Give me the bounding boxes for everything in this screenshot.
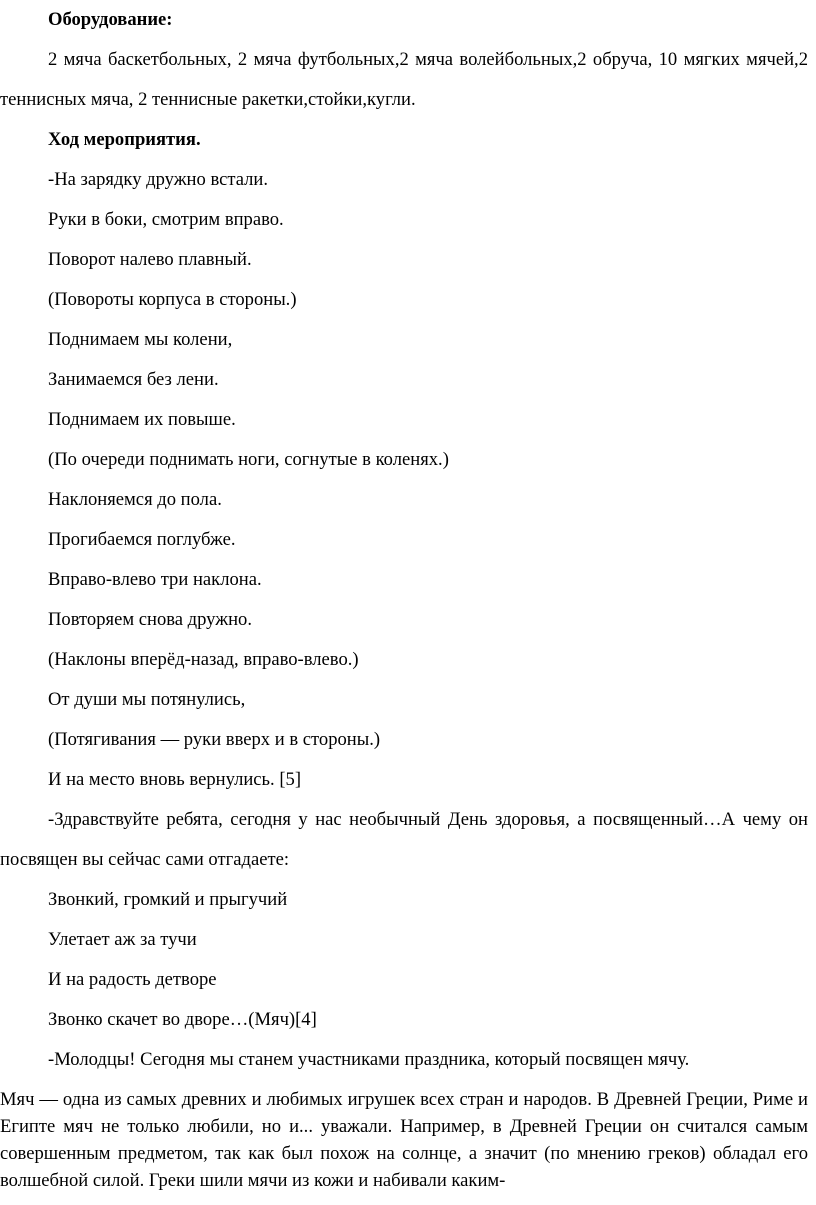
text-line: Звонко скачет во дворе…(Мяч)[4] [48, 1009, 317, 1030]
text-line: Звонкий, громкий и прыгучий [48, 889, 288, 910]
text-line: -Здравствуйте ребята, сегодня у нас необычный День здоровья, а посвященный…А чему он посвящен вы сейчас сами отгадаете: [0, 809, 808, 870]
text-line: И на место вновь вернулись. [5] [48, 769, 302, 790]
progress-heading: Ход мероприятия. [48, 129, 201, 150]
text-line: Повторяем снова дружно. [48, 609, 252, 630]
text-line: (Потягивания — руки вверх и в стороны.) [48, 729, 381, 750]
text-line: Улетает аж за тучи [48, 929, 197, 950]
text-line: Поднимаем их повыше. [48, 409, 236, 430]
equipment-heading: Оборудование: [48, 9, 173, 30]
text-line: (Наклоны вперёд-назад, вправо-влево.) [48, 649, 359, 670]
text-line: Наклоняемся до пола. [48, 489, 222, 510]
text-line: Прогибаемся поглубже. [48, 529, 236, 550]
text-line: -На зарядку дружно встали. [48, 169, 269, 190]
text-line: (По очереди поднимать ноги, согнутые в коленях.) [48, 449, 449, 470]
equipment-text: 2 мяча баскетбольных, 2 мяча футбольных,2 мяча волейбольных,2 обруча, 10 мягких мячей,2 теннисных мяча, 2 теннисные ракетки,стойки,кугли. [0, 49, 808, 110]
text-line: -Молодцы! Сегодня мы станем участниками праздника, который посвящен мячу. [48, 1049, 690, 1070]
text-line: Руки в боки, смотрим вправо. [48, 209, 284, 230]
text-line: Поднимаем мы колени, [48, 329, 233, 350]
text-line: Занимаемся без лени. [48, 369, 219, 390]
final-paragraph: Мяч — одна из самых древних и любимых игрушек всех стран и народов. В Древней Греции, Риме и Египте мяч не только любили, но и... уважали. Например, в Древней Греции он считался самым совершенным предметом, так как был похож на солнце, а значит (по мнению греков) обладал его волшебной силой. Греки шили мячи из кожи и набивали каким- [0, 1089, 808, 1191]
text-line: Поворот налево плавный. [48, 249, 252, 270]
text-line: Вправо-влево три наклона. [48, 569, 262, 590]
text-line: От души мы потянулись, [48, 689, 246, 710]
text-line: (Повороты корпуса в стороны.) [48, 289, 297, 310]
text-line: И на радость детворе [48, 969, 217, 990]
